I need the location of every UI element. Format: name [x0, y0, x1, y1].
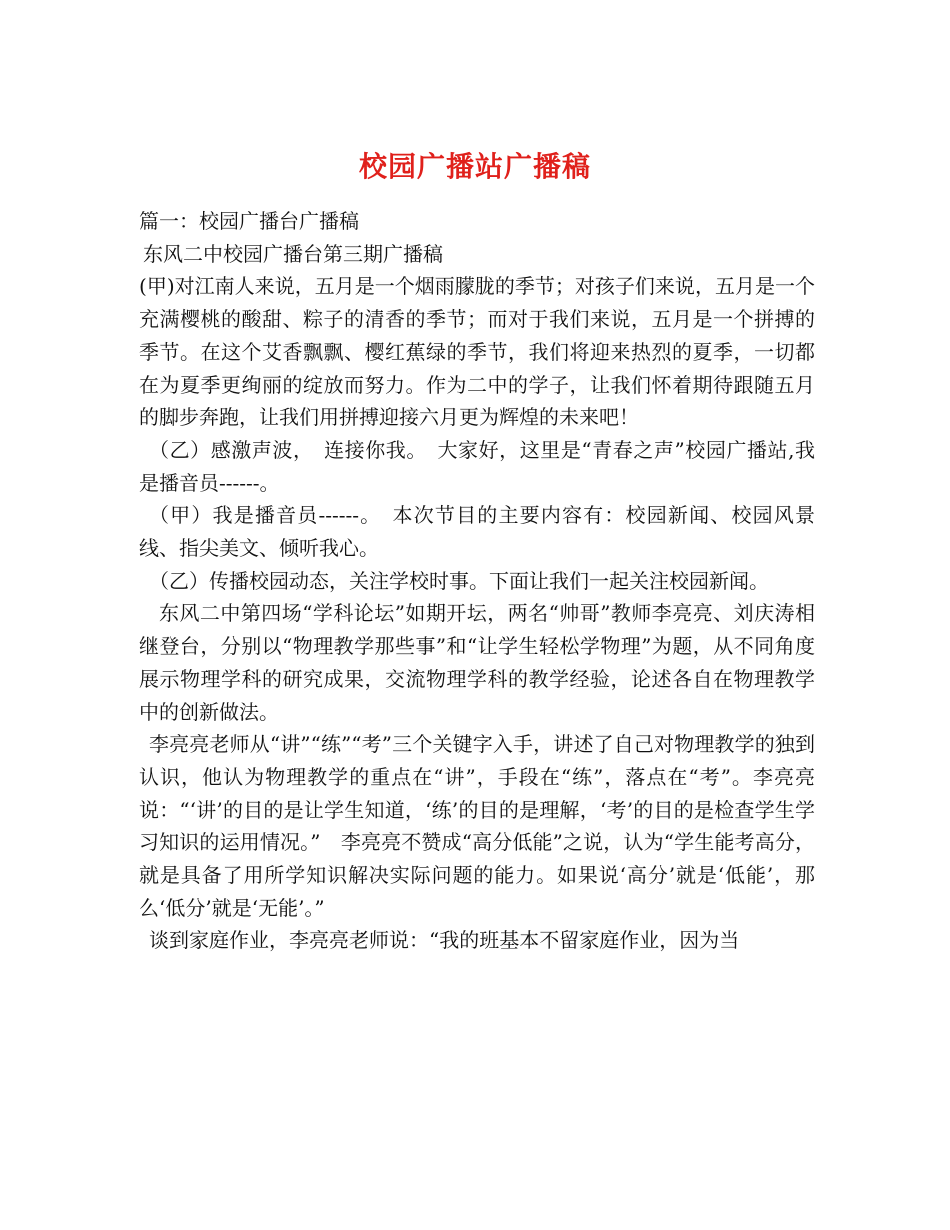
- paragraph: （乙）感激声波， 连接你我。 大家好，这里是“青春之声”校园广播站,我是播音员------。: [139, 437, 815, 495]
- paragraph: 李亮亮老师从“讲”“练”“考”三个关键字入手，讲述了自己对物理教学的独到认识，他认为物理教学的重点在“讲”，手段在“练”，落点在“考”。李亮亮说：“‘讲’的目的是让学生知道，‘练’的目的是理解，‘考’的目的是检查学生学习知识的运用情况。” 李亮亮不赞成“高分低能”之说，认为“学生能考高分，就是具备了用所学知识解决实际问题的能力。如果说‘高分’就是‘低能’，那么‘低分’就是‘无能’。”: [139, 732, 815, 920]
- paragraph: （甲）我是播音员------。 本次节目的主要内容有：校园新闻、校园风景线、指尖美文、倾听我心。: [139, 503, 815, 561]
- paragraph: 谈到家庭作业，李亮亮老师说：“我的班基本不留家庭作业，因为当: [149, 928, 740, 953]
- broadcast-subtitle: 东风二中校园广播台第三期广播稿: [143, 241, 443, 266]
- paragraph: 东风二中第四场“学科论坛”如期开坛，两名“帅哥”教师李亮亮、刘庆涛相继登台，分别以“物理教学那些事”和“让学生轻松学物理”为题，从不同角度展示物理学科的研究成果，交流物理学科的教学经验，论述各自在物理教学中的创新做法。: [139, 601, 815, 724]
- paragraph: (甲)对江南人来说，五月是一个烟雨朦胧的季节；对孩子们来说，五月是一个充满樱桃的酸甜、粽子的清香的季节；而对于我们来说，五月是一个拼搏的季节。在这个艾香飘飘、樱红蕉绿的季节，我们将迎来热烈的夏季，一切都在为夏季更绚丽的绽放而努力。作为二中的学子，让我们怀着期待跟随五月的脚步奔跑，让我们用拼搏迎接六月更为辉煌的未来吧！: [139, 274, 815, 430]
- section-heading: 篇一：校园广播台广播稿: [139, 209, 359, 233]
- document-body: [139, 205, 815, 957]
- document-title: 校园广播站广播稿: [358, 149, 591, 183]
- paragraph: （乙）传播校园动态，关注学校时事。下面让我们一起关注校园新闻。: [149, 568, 769, 593]
